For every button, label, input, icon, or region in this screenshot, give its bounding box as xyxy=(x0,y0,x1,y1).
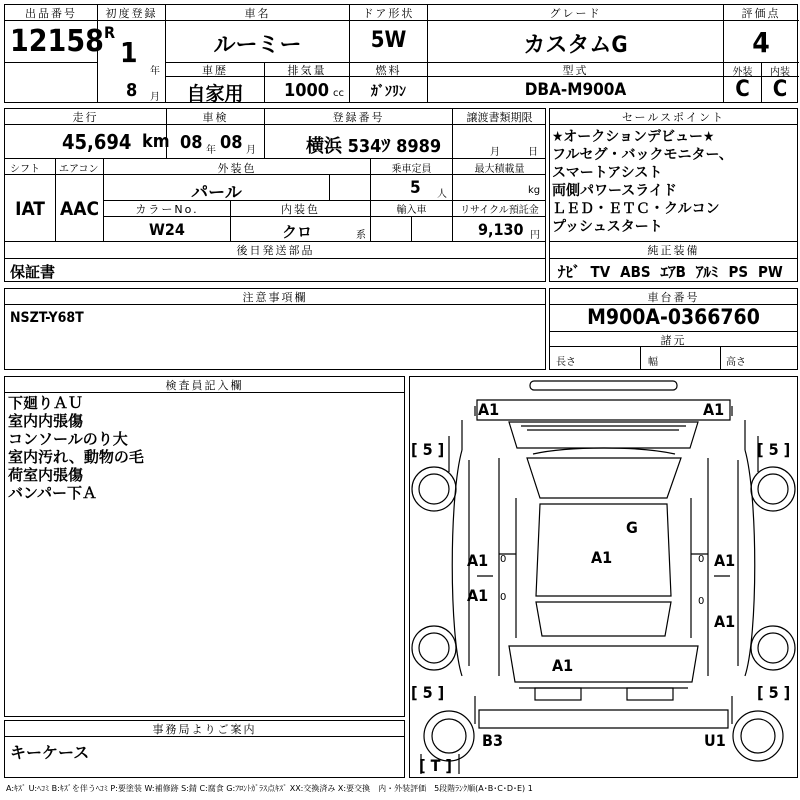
later-parts-label: 後日発送部品 xyxy=(236,244,315,257)
equipment-item: ｱﾙﾐ xyxy=(695,263,719,281)
length-label: 長さ xyxy=(556,357,576,368)
mark-center: A1 xyxy=(591,548,613,567)
doors-label: ドア形状 xyxy=(362,7,415,20)
sales-points-list xyxy=(552,128,733,236)
inspector-note: 荷室内張傷 xyxy=(8,466,84,484)
reg-year-unit: 年 xyxy=(150,66,160,77)
width-label: 幅 xyxy=(648,357,658,368)
mark-zero: 0 xyxy=(500,554,507,565)
capacity-label: 乗車定員 xyxy=(391,164,432,175)
equipment-list xyxy=(558,261,783,282)
int-grade: C xyxy=(772,77,788,102)
notes-label: 注意事項欄 xyxy=(242,291,308,304)
plate: 横浜 534ﾂ 8989 xyxy=(306,136,442,157)
ac-label: エアコン xyxy=(59,164,99,175)
reg-year: 1 xyxy=(120,36,138,69)
capacity-unit: 人 xyxy=(437,189,447,200)
chassis-label: 車台番号 xyxy=(647,291,700,304)
mark-left-front-door: A1 xyxy=(467,551,489,570)
mark-rear-right: U1 xyxy=(704,731,726,750)
intcolor-label: 内装色 xyxy=(281,203,320,216)
car-outline xyxy=(409,376,798,778)
mileage-unit: km xyxy=(142,131,170,152)
model-type: DBA-M900A xyxy=(524,80,627,100)
inspection-month-unit: 月 xyxy=(246,145,256,156)
mark-zero: 0 xyxy=(500,592,507,603)
exterior-color: パール xyxy=(191,183,242,203)
mark-right-rear-door: A1 xyxy=(714,612,736,631)
office-note: キーケース xyxy=(10,743,90,762)
history-label: 車歴 xyxy=(202,64,228,77)
later-parts: 保証書 xyxy=(10,263,56,281)
transfer-label: 譲渡書類期限 xyxy=(466,111,533,124)
capacity: 5 xyxy=(410,178,421,198)
reg-month-unit: 月 xyxy=(150,92,160,103)
equipment-item: PW xyxy=(758,263,783,281)
inspection-month: 08 xyxy=(220,132,243,153)
inspection-year-unit: 年 xyxy=(206,145,216,156)
chassis-number: M900A-0366760 xyxy=(587,305,760,329)
ext-label: 外装 xyxy=(732,67,753,78)
sales-points-label: セールスポイント xyxy=(621,111,725,124)
mark-spare: [ T ] xyxy=(419,756,453,775)
mark-right-front-door: A1 xyxy=(714,551,736,570)
fuel-label: 燃料 xyxy=(375,64,402,77)
color-label: 外装色 xyxy=(217,162,257,175)
sales-point: スマートアシスト xyxy=(552,165,663,181)
inspector-note: コンソールのり大 xyxy=(8,430,128,448)
grade: カスタムG xyxy=(523,33,628,58)
first-reg-label: 初度登録 xyxy=(105,7,158,20)
notes-text: NSZT-Y68T xyxy=(10,310,84,326)
mark-tire-fr: [ 5 ] xyxy=(757,440,791,459)
shift: IAT xyxy=(15,198,45,220)
sales-point: ＬＥＤ・ＥＴＣ・クルコン xyxy=(552,201,720,217)
equipment-item: ﾅﾋﾞ xyxy=(558,263,581,281)
inspector-note: バンパー下Ａ xyxy=(8,484,97,502)
inspector-note: 室内内張傷 xyxy=(8,412,84,430)
ext-grade: C xyxy=(735,77,750,102)
shift-label: シフト xyxy=(10,164,40,175)
interior-color: クロ xyxy=(282,223,313,241)
equipment-item: TV xyxy=(590,263,611,281)
colorno-label: カラーNo. xyxy=(135,203,199,216)
inspection-label: 車検 xyxy=(202,111,229,124)
inspection-year: 08 xyxy=(180,132,203,153)
import-label: 輸入車 xyxy=(396,205,427,216)
recycle-unit: 円 xyxy=(530,230,540,241)
plate-label: 登録番号 xyxy=(332,111,385,124)
recycle-label: リサイクル預託金 xyxy=(460,205,539,216)
mark-rear: A1 xyxy=(552,656,574,675)
transfer-month-unit: 月 xyxy=(490,147,500,158)
height-label: 高さ xyxy=(726,357,746,368)
mark-tire-rl: [ 5 ] xyxy=(411,683,445,702)
inspector-label: 検査員記入欄 xyxy=(165,379,244,392)
office-label: 事務局よりご案内 xyxy=(152,723,257,736)
mark-zero: 0 xyxy=(698,596,705,607)
equipment-item: ｴｱB xyxy=(660,263,686,281)
type-label: 型式 xyxy=(562,64,589,77)
mark-front-left: A1 xyxy=(478,400,500,419)
recycle-fee: 9,130 xyxy=(478,220,524,239)
reg-month: 8 xyxy=(126,80,138,101)
displacement-unit: cc xyxy=(333,88,344,99)
fuel: ｶﾞｿﾘﾝ xyxy=(371,84,406,100)
mark-rear-left: B3 xyxy=(482,731,503,750)
transfer-day-unit: 日 xyxy=(528,147,538,158)
equipment-item: ABS xyxy=(620,263,651,281)
mark-tire-rr: [ 5 ] xyxy=(757,683,791,702)
equipment-label: 純正装備 xyxy=(647,244,700,257)
legend: A:ｷｽﾞ U:ﾍｺﾐ B:ｷｽﾞを伴うﾍｺﾐ P:要塗装 W:補修跡 S:錆 C:腐食 G:ﾌﾛﾝﾄｶﾞﾗｽ点ｷｽﾞ XX:交換済み X:要交換 内・外装評価 5段階ﾗﾝｸ順(A･B･C･D･E) 1 xyxy=(6,784,533,793)
mark-tire-fl: [ 5 ] xyxy=(411,440,445,459)
model-name: ルーミー xyxy=(213,33,302,58)
load-label: 最大積載量 xyxy=(474,164,525,175)
mark-left-rear-door: A1 xyxy=(467,586,489,605)
score-label: 評価点 xyxy=(741,7,781,20)
spec-label: 諸元 xyxy=(660,334,687,347)
sales-point: フルセグ・バックモニター、 xyxy=(552,147,733,163)
history: 自家用 xyxy=(186,83,244,105)
sales-point: ★オークションデビュー★ xyxy=(552,129,715,145)
load-unit: kg xyxy=(528,185,541,196)
mark-zero: 0 xyxy=(698,554,705,565)
sales-point: プッシュスタート xyxy=(552,219,663,235)
score: 4 xyxy=(752,26,770,59)
air-conditioner: AAC xyxy=(59,198,99,220)
doors: 5W xyxy=(370,28,407,53)
mileage: 45,694 xyxy=(62,130,132,154)
color-number: W24 xyxy=(149,220,185,239)
mark-front-right: A1 xyxy=(703,400,725,419)
sales-point: 両側パワースライド xyxy=(552,183,677,199)
model-label: 車名 xyxy=(244,7,271,20)
int-label: 内装 xyxy=(770,67,790,78)
mark-roof: G xyxy=(626,518,638,537)
interior-color-unit: 系 xyxy=(356,230,366,241)
inspector-note: 下廻りＡＵ xyxy=(8,394,84,412)
displacement-label: 排気量 xyxy=(287,64,327,77)
inspector-notes xyxy=(8,394,144,502)
mileage-label: 走行 xyxy=(72,111,99,124)
grade-label: グレード xyxy=(549,7,602,20)
equipment-item: PS xyxy=(728,263,749,281)
inspector-note: 室内汚れ、動物の毛 xyxy=(8,448,144,466)
era: R xyxy=(104,23,116,42)
lot-no: 12158 xyxy=(10,24,104,59)
displacement: 1000 xyxy=(284,80,330,101)
lot-no-label: 出品番号 xyxy=(25,7,77,20)
